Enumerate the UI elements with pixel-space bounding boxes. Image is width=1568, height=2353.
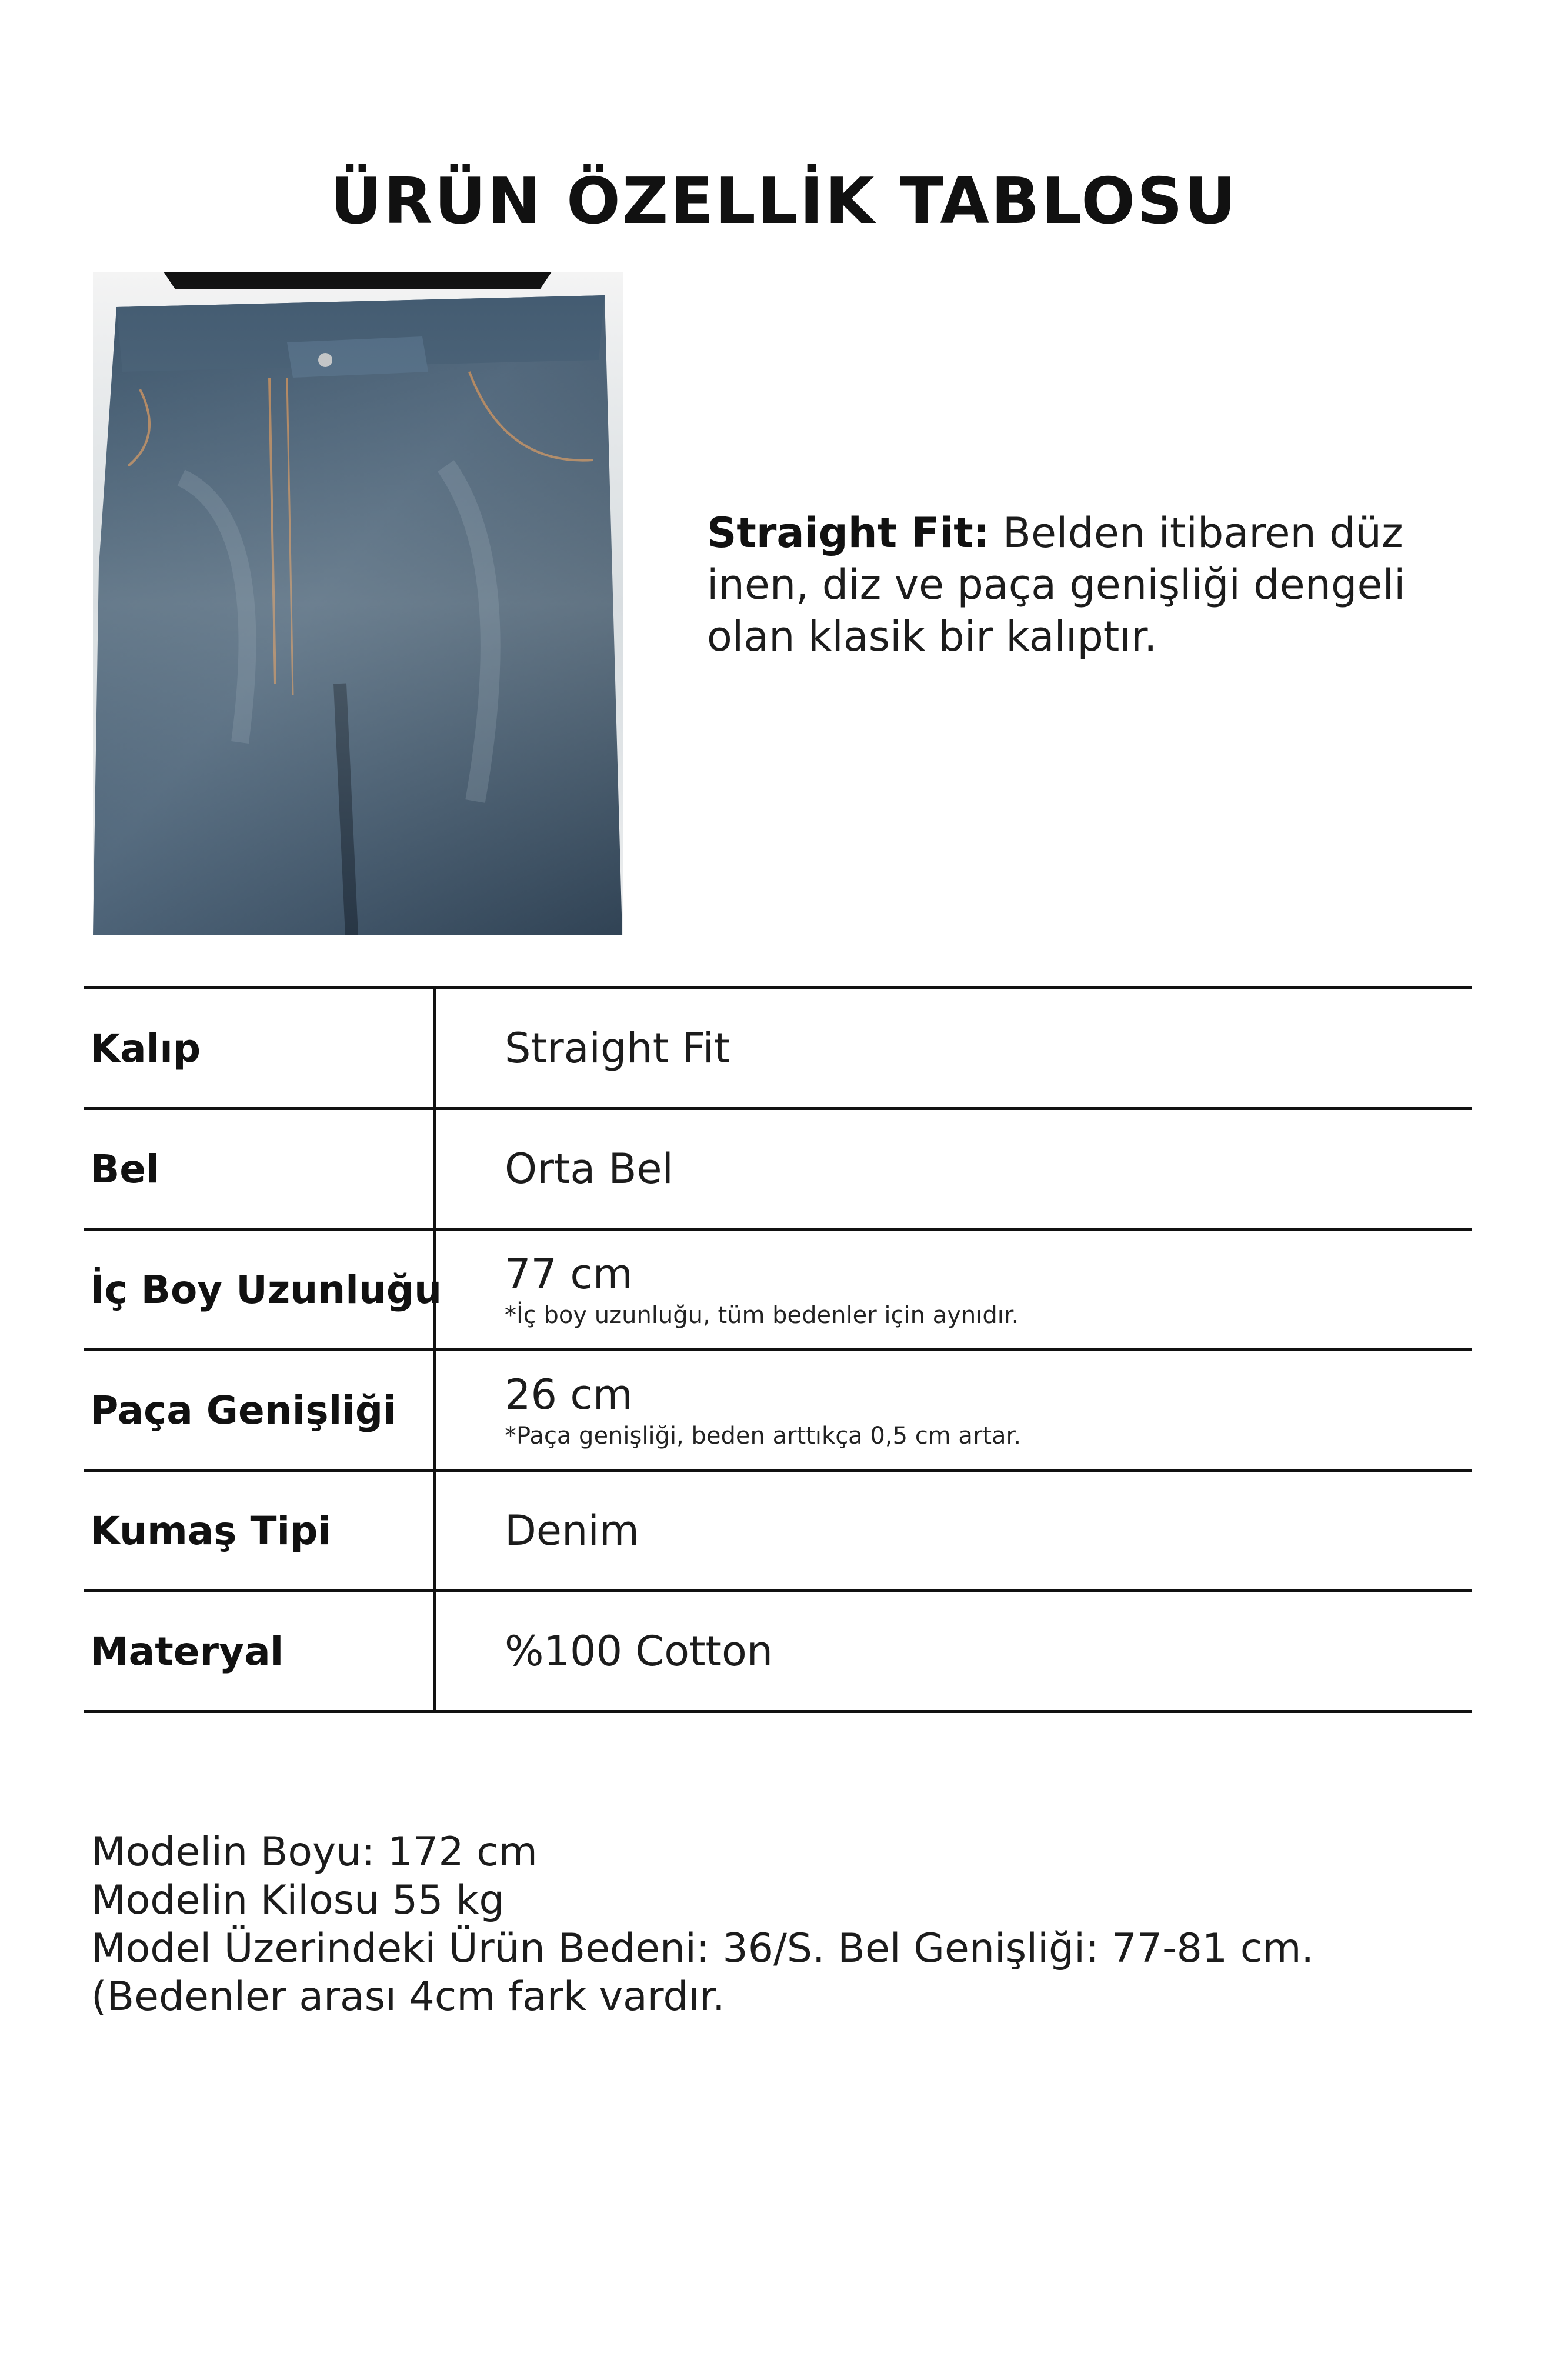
column-divider [433, 1472, 436, 1592]
spec-row-kalip [84, 989, 1472, 1110]
spec-value-text: %100 Cotton [505, 1627, 773, 1675]
spec-value-text: Straight Fit [505, 1024, 730, 1072]
spec-note: *Paça genişliği, beden arttıkça 0,5 cm artar. [505, 1422, 1022, 1449]
spec-row-bel [84, 1110, 1472, 1231]
model-height: Modelin Boyu: 172 cm [91, 1829, 538, 1875]
spec-value [505, 989, 730, 1107]
fit-term: Straight Fit: [707, 509, 990, 557]
spec-value [505, 1110, 673, 1228]
column-divider [433, 1110, 436, 1231]
spec-value [505, 1592, 773, 1710]
spec-value-text: 77 cm [505, 1250, 633, 1298]
spec-value [505, 1472, 639, 1589]
spec-label: İç Boy Uzunluğu [90, 1267, 442, 1312]
spec-value-text: 26 cm [505, 1371, 633, 1419]
spec-note: *İç boy uzunluğu, tüm bedenler için aynıdır. [505, 1302, 1019, 1329]
spec-row-ic-boy [84, 1231, 1472, 1351]
product-photo-jeans [93, 272, 623, 935]
spec-table [84, 986, 1472, 1713]
column-divider [433, 1351, 436, 1472]
spec-label: Kumaş Tipi [90, 1508, 332, 1554]
spec-label: Paça Genişliği [90, 1387, 396, 1433]
column-divider [433, 1592, 436, 1713]
spec-value [505, 1351, 1021, 1469]
spec-value-text: Denim [505, 1507, 639, 1555]
model-weight: Modelin Kilosu 55 kg [91, 1877, 505, 1924]
model-info [91, 1828, 1491, 2021]
fit-text: Belden itibaren düz inen, diz ve paça genişliği dengeli olan klasik bir kalıptır. [707, 509, 1406, 661]
spec-label: Materyal [90, 1628, 284, 1674]
page-title: ÜRÜN ÖZELLİK TABLOSU [330, 165, 1238, 238]
spec-label: Bel [90, 1146, 159, 1192]
spec-value [505, 1231, 1019, 1348]
spec-row-kumas [84, 1472, 1472, 1592]
spec-label: Kalıp [90, 1025, 201, 1071]
spec-value-text: Orta Bel [505, 1145, 674, 1193]
fit-description [707, 507, 1483, 662]
spec-row-paca [84, 1351, 1472, 1472]
model-size: Model Üzerindeki Ürün Bedeni: 36/S. Bel Genişliği: 77-81 cm. (Bedenler arası 4cm fark vardır. [91, 1925, 1315, 2020]
column-divider [433, 989, 436, 1110]
spec-row-materyal [84, 1592, 1472, 1713]
